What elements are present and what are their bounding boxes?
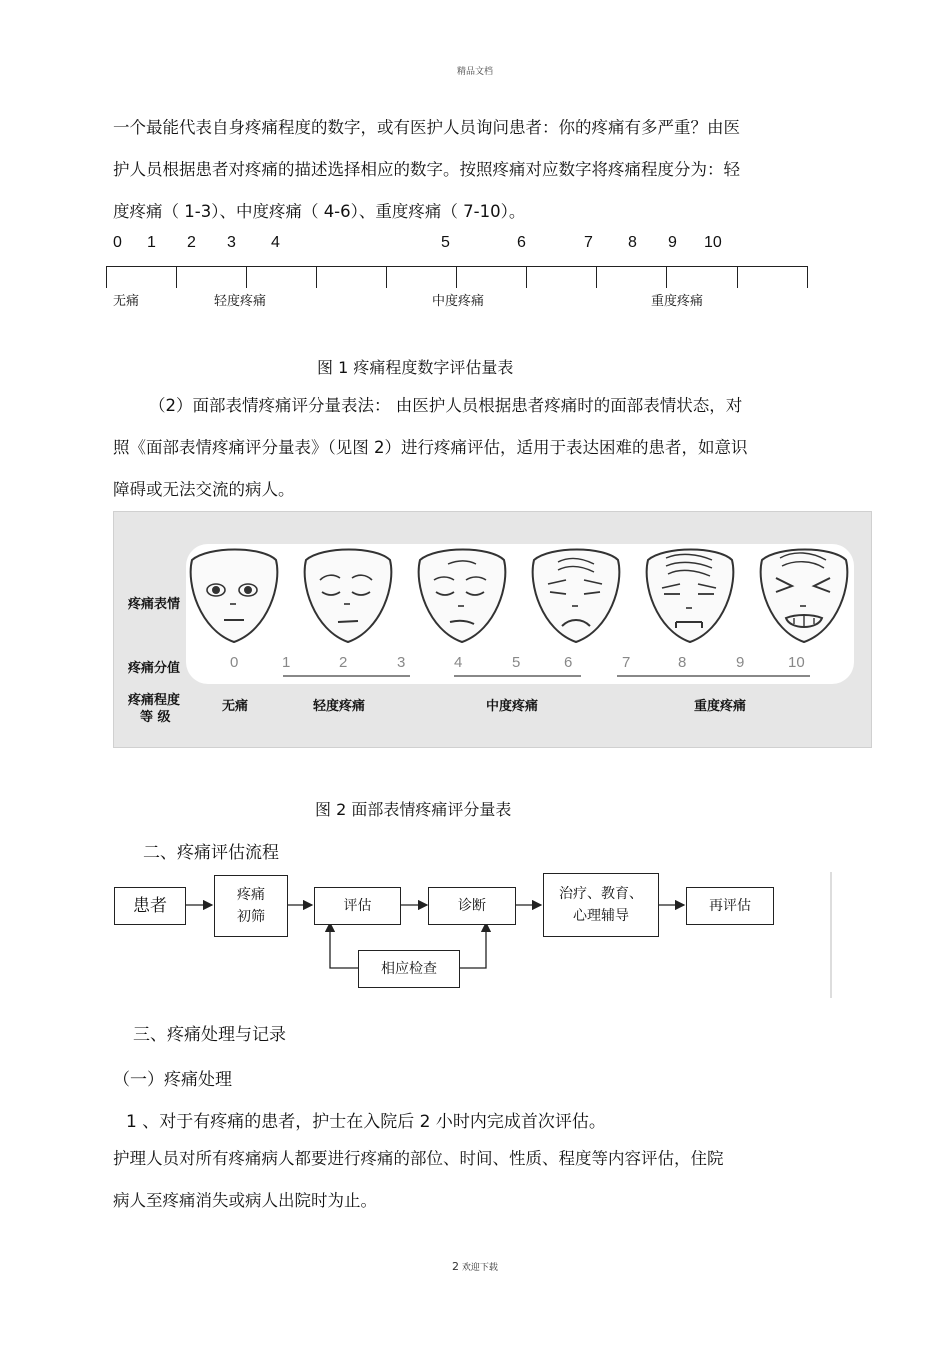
page-number: 2 xyxy=(452,1260,459,1273)
flow-box-treatment xyxy=(543,873,659,937)
scale-tick xyxy=(176,266,177,288)
face-scale-paragraph xyxy=(113,385,833,511)
scale-baseline xyxy=(106,266,808,267)
page-footer xyxy=(452,1260,498,1273)
face-no-pain-icon xyxy=(191,550,278,643)
scale-tick xyxy=(106,266,107,288)
grade-severe: 重度疼痛 xyxy=(694,699,747,714)
face-severe-pain-icon xyxy=(647,550,734,643)
para2-line-3: 障碍或无法交流的病人。 xyxy=(113,480,295,499)
mild-range-line xyxy=(283,675,410,677)
row-label-grade-level: 等 级 xyxy=(140,710,171,725)
para2-line-1: （2）面部表情疼痛评分量表法： 由医护人员根据患者疼痛时的面部表情状态，对 xyxy=(149,396,743,415)
scale-label-mild: 轻度疼痛 xyxy=(214,294,267,309)
face-mild-pain-icon xyxy=(305,550,392,643)
section-pain-management: 三、疼痛处理与记录 xyxy=(133,1025,286,1045)
face-score: 8 xyxy=(678,654,687,671)
face-moderate-pain-icon xyxy=(419,550,506,643)
row-label-score: 疼痛分值 xyxy=(128,661,181,676)
severe-range-line xyxy=(617,675,810,677)
scale-number: 7 xyxy=(584,234,593,251)
grade-moderate: 中度疼痛 xyxy=(486,699,539,714)
scale-number: 3 xyxy=(227,234,236,251)
grade-none: 无痛 xyxy=(222,699,249,714)
face-score: 1 xyxy=(282,654,291,671)
face-score: 2 xyxy=(339,654,348,671)
flow-box-diagnose: 诊断 xyxy=(428,887,516,925)
scale-number: 9 xyxy=(668,234,677,251)
face-score: 5 xyxy=(512,654,521,671)
scale-tick xyxy=(386,266,387,288)
flow-screening-line-2: 初筛 xyxy=(237,909,265,925)
scale-tick xyxy=(596,266,597,288)
flow-box-assess: 评估 xyxy=(314,887,401,925)
scale-tick xyxy=(246,266,247,288)
figure1-caption: 图 1 疼痛程度数字评估量表 xyxy=(317,358,514,377)
face-score: 0 xyxy=(230,654,239,671)
face-worst-pain-icon xyxy=(761,550,848,643)
flow-treatment-line-1: 治疗、教育、 xyxy=(559,886,643,902)
scale-number: 8 xyxy=(628,234,637,251)
para3-line-2: 病人至疼痛消失或病人出院时为止。 xyxy=(113,1191,377,1210)
scale-tick xyxy=(737,266,738,288)
scale-number: 10 xyxy=(704,234,722,251)
scale-label-severe: 重度疼痛 xyxy=(651,294,704,309)
face-severe-moderate-icon xyxy=(533,550,620,643)
face-score: 7 xyxy=(622,654,631,671)
section-assessment-process: 二、疼痛评估流程 xyxy=(143,843,279,863)
intro-paragraph xyxy=(113,107,833,233)
scale-number: 0 xyxy=(113,234,122,251)
scale-tick xyxy=(807,266,808,288)
scale-tick xyxy=(316,266,317,288)
grade-mild: 轻度疼痛 xyxy=(313,699,366,714)
scale-tick xyxy=(526,266,527,288)
scale-number: 2 xyxy=(187,234,196,251)
para2-line-2: 照《面部表情疼痛评分量表》（见图 2）进行疼痛评估，适用于表达困难的患者，如意识 xyxy=(113,438,748,457)
intro-line-2: 护人员根据患者对疼痛的描述选择相应的数字。按照疼痛对应数字将疼痛程度分为：轻 xyxy=(113,160,740,179)
intro-line-1: 一个最能代表自身疼痛程度的数字，或有医护人员询问患者：你的疼痛有多严重？由医 xyxy=(113,118,740,137)
nursing-paragraph xyxy=(113,1138,833,1222)
row-label-grade: 疼痛程度 xyxy=(128,693,181,708)
face-score: 3 xyxy=(397,654,406,671)
flow-box-patient: 患者 xyxy=(114,887,186,925)
flow-box-exam: 相应检查 xyxy=(358,950,460,988)
scale-label-moderate: 中度疼痛 xyxy=(432,294,485,309)
face-score: 4 xyxy=(454,654,463,671)
flow-treatment-line-2: 心理辅导 xyxy=(573,908,629,924)
scale-number: 4 xyxy=(271,234,280,251)
scale-number: 5 xyxy=(441,234,450,251)
flow-box-reassess: 再评估 xyxy=(686,887,774,925)
moderate-range-line xyxy=(454,675,581,677)
footer-text: 欢迎下载 xyxy=(461,1263,498,1273)
page-header: 精品文档 xyxy=(456,67,493,77)
flow-screening-line-1: 疼痛 xyxy=(237,887,265,903)
face-score: 6 xyxy=(564,654,573,671)
face-score: 9 xyxy=(736,654,745,671)
item-first-assessment: 1 、对于有疼痛的患者，护士在入院后 2 小时内完成首次评估。 xyxy=(126,1112,606,1132)
scale-tick xyxy=(456,266,457,288)
scale-tick xyxy=(666,266,667,288)
flow-box-screening xyxy=(214,875,288,937)
para3-line-1: 护理人员对所有疼痛病人都要进行疼痛的部位、时间、性质、程度等内容评估，住院 xyxy=(113,1149,724,1168)
scale-number: 6 xyxy=(517,234,526,251)
figure2-caption: 图 2 面部表情疼痛评分量表 xyxy=(315,800,512,819)
subsection-pain-treatment: （一）疼痛处理 xyxy=(113,1070,232,1090)
scale-number: 1 xyxy=(147,234,156,251)
scale-label-none: 无痛 xyxy=(113,294,140,309)
row-label-expression: 疼痛表情 xyxy=(128,597,181,612)
face-score: 10 xyxy=(788,654,805,671)
intro-line-3: 度疼痛（ 1-3）、中度疼痛（ 4-6）、重度疼痛（ 7-10）。 xyxy=(113,202,526,221)
